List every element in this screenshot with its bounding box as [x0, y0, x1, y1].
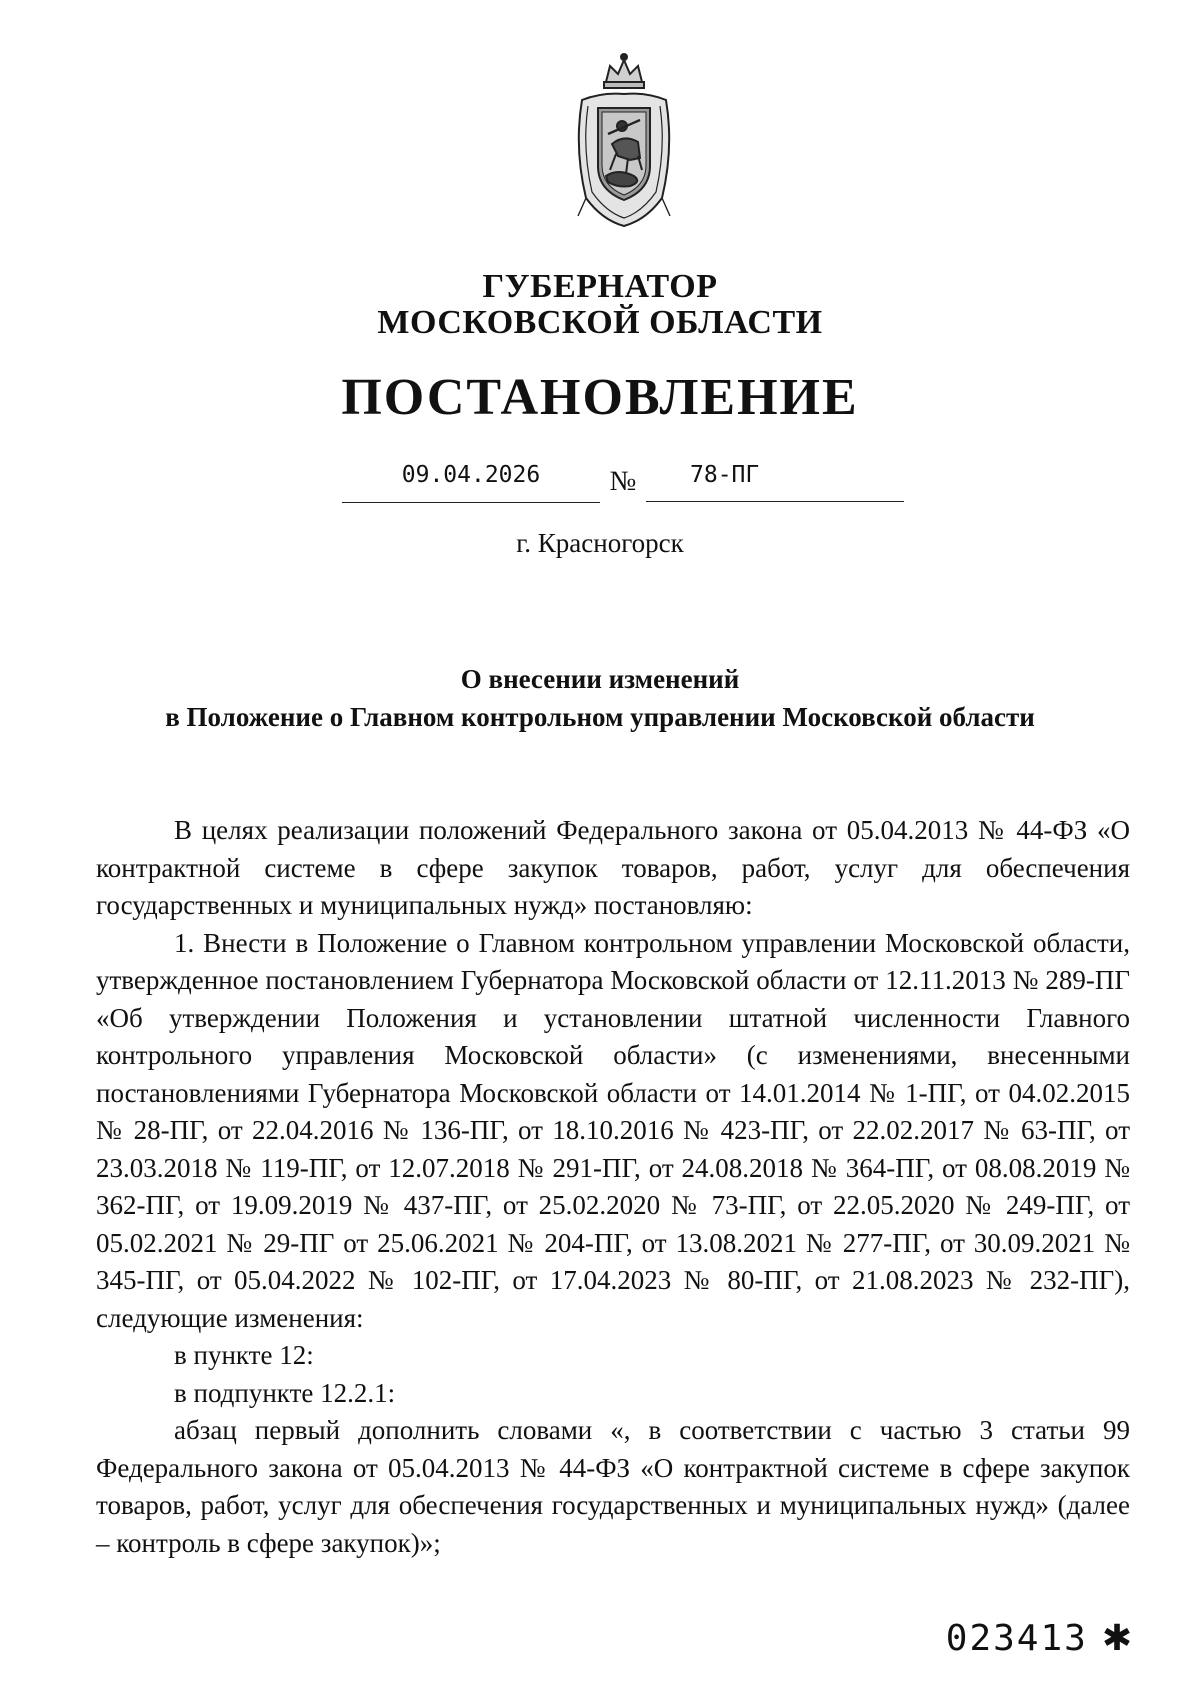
paragraph-point-12: в пункте 12:	[174, 1340, 314, 1370]
issuer-title-line1: ГУБЕРНАТОР	[482, 268, 718, 305]
document-body	[96, 812, 1130, 1562]
serial-number-text: 023413	[945, 1618, 1088, 1659]
issuer-title-line2: МОСКОВСКОЙ ОБЛАСТИ	[377, 304, 823, 341]
coat-of-arms-icon	[568, 48, 680, 232]
number-sign: №	[609, 466, 637, 497]
issue-city: г. Красногорск	[516, 528, 684, 558]
subject-line1: О внесении изменений	[460, 664, 740, 694]
paragraph-preamble: В целях реализации положений Федерального закона от 05.04.2013 № 44-ФЗ «О контрактной системе в сфере закупок товаров, работ, услуг для обеспечения государственных и муниципальных нужд» постановляю:	[96, 815, 1130, 920]
subject-line2: в Положение о Главном контрольном управлении Московской области	[165, 702, 1035, 732]
paragraph-amendment: абзац первый дополнить словами «, в соответствии с частью 3 статьи 99 Федерального закона от 05.04.2013 № 44-ФЗ «О контрактной системе в сфере закупок товаров, работ, услуг для обеспечения государственных и муниципальных нужд» (далее – контроль в сфере закупок)»;	[96, 1415, 1130, 1558]
document-date: 09.04.2026	[342, 462, 600, 503]
document-subject	[0, 660, 1200, 736]
asterisk-icon: ✱	[1101, 1618, 1134, 1659]
form-serial-number	[946, 1618, 1134, 1659]
document-number: 78-ПГ	[646, 462, 904, 502]
paragraph-item-1: 1. Внести в Положение о Главном контрольном управлении Московской области, утвержденное постановлением Губернатора Московской области от 12.11.2013 № 289-ПГ «Об утверждении Положения и установлении штатной численности Главного контрольного управления Московской области» (с изменениями, внесенными постановлениями Губернатора Московской области от 14.01.2014 № 1-ПГ, от 04.02.2015 № 28-ПГ, от 22.04.2016 № 136-ПГ, от 18.10.2016 № 423-ПГ, от 22.02.2017 № 63-ПГ, от 23.03.2018 № 119-ПГ, от 12.07.2018 № 291-ПГ, от 24.08.2018 № 364-ПГ, от 08.08.2019 № 362-ПГ, от 19.09.2019 № 437-ПГ, от 25.02.2020 № 73-ПГ, от 22.05.2020 № 249-ПГ, от 05.02.2021 № 29-ПГ от 25.06.2021 № 204-ПГ, от 13.08.2021 № 277-ПГ, от 30.09.2021 № 345-ПГ, от 05.04.2022 № 102-ПГ, от 17.04.2023 № 80-ПГ, от 21.08.2023 № 232-ПГ), следующие изменения:	[96, 927, 1130, 1333]
paragraph-subpoint-12-2-1: в подпункте 12.2.1:	[174, 1377, 396, 1408]
document-type: ПОСТАНОВЛЕНИЕ	[341, 369, 859, 426]
